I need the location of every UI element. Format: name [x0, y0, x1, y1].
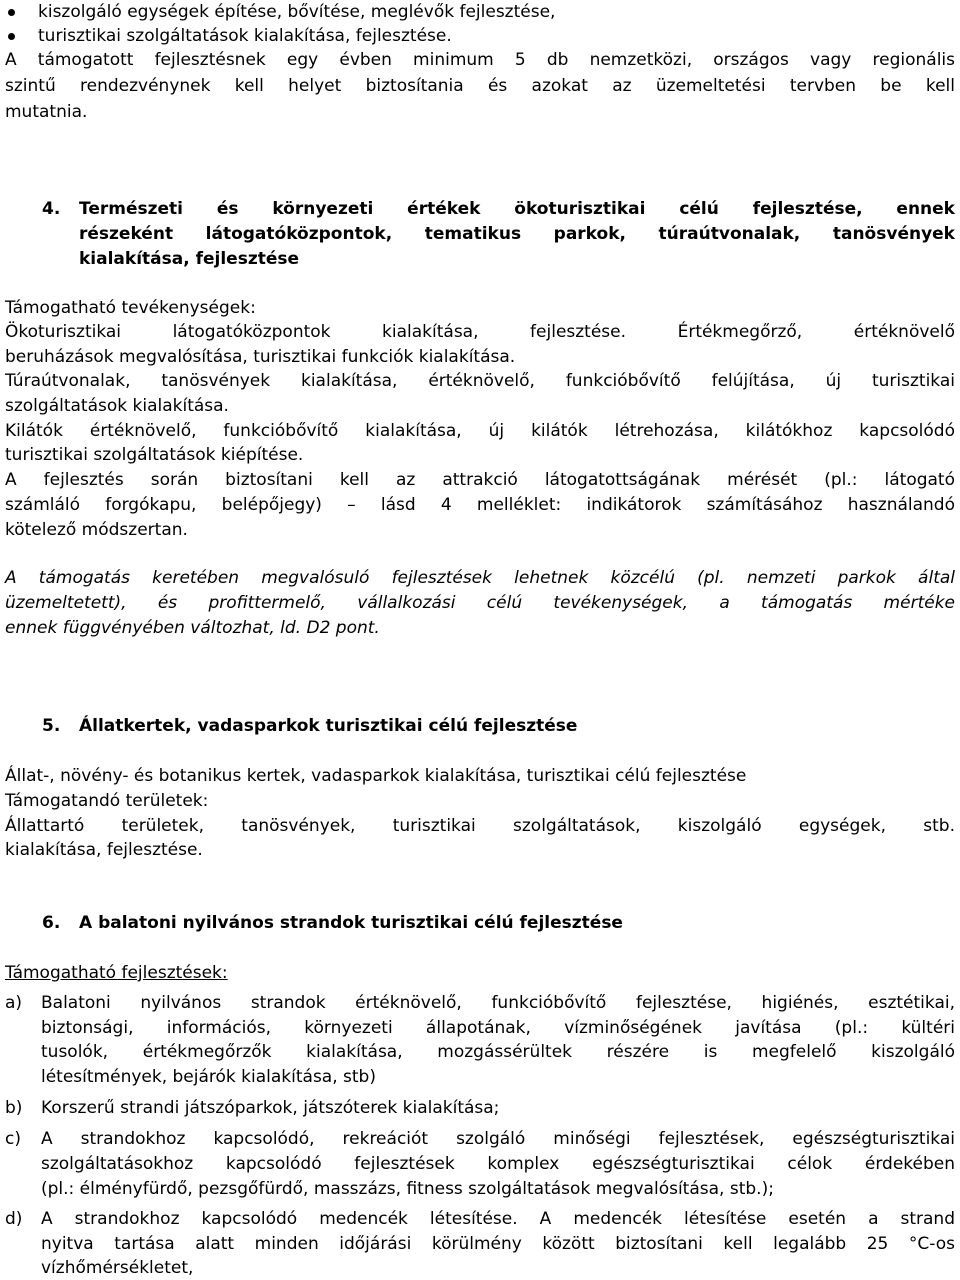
bullet-icon	[8, 9, 15, 16]
intro-line: mutatnia.	[5, 102, 88, 122]
section-title-line: kialakítása, fejlesztése	[79, 249, 300, 269]
list-item-line: biztonsági, információs, környezeti állapotának, vízminőségének javítása (pl.: kültéri	[41, 1018, 955, 1038]
body-line: Állattartó területek, tanösvények, turisztikai szolgáltatások, kiszolgáló egységek, stb.	[5, 816, 955, 836]
section-number: 5.	[42, 716, 61, 736]
body-line: Túraútvonalak, tanösvények kialakítása, értéknövelő, funkcióbővítő felújítása, új turisztikai	[5, 371, 955, 391]
note-line: A támogatás keretében megvalósuló fejlesztések lehetnek közcélú (pl. nemzeti parkok által	[5, 568, 955, 588]
subheading: Támogatható fejlesztések:	[5, 963, 228, 983]
list-item-label: d)	[5, 1209, 23, 1229]
section-6-heading	[42, 911, 955, 936]
section-number: 4.	[42, 199, 61, 219]
bullet-text: kiszolgáló egységek építése, bővítése, meglévők fejlesztése,	[38, 2, 556, 22]
list-item-label: a)	[5, 993, 23, 1013]
subheading: Támogatandó területek:	[5, 791, 209, 811]
list-item-line: nyitva tartása alatt minden időjárási körülmény között biztosítani kell legalább 25 °C-os	[41, 1234, 955, 1254]
list-item-line: Balatoni nyilvános strandok értéknövelő, funkcióbővítő fejlesztése, higiénés, esztétikai,	[41, 993, 955, 1013]
intro-line: A támogatott fejlesztésnek egy évben minimum 5 db nemzetközi, országos vagy regionális	[5, 50, 955, 70]
list-item-line: létesítmények, bejárók kialakítása, stb)	[41, 1067, 376, 1087]
intro-line: szintű rendezvénynek kell helyet biztosítania és azokat az üzemeltetési tervben be kell	[5, 76, 955, 96]
body-line: beruházások megvalósítása, turisztikai funkciók kialakítása.	[5, 347, 516, 367]
body-line: Ökoturisztikai látogatóközpontok kialakítása, fejlesztése. Értékmegőrző, értéknövelő	[5, 322, 955, 342]
body-line: szolgáltatások kialakítása.	[5, 396, 229, 416]
list-item-line: A strandokhoz kapcsolódó medencék létesítése. A medencék létesítése esetén a strand	[41, 1209, 955, 1229]
body-line: A fejlesztés során biztosítani kell az attrakció látogatottságának mérését (pl.: látogató	[5, 470, 955, 490]
body-line: turisztikai szolgáltatások kiépítése.	[5, 445, 304, 465]
section-number: 6.	[42, 913, 61, 933]
list-item-label: b)	[5, 1098, 23, 1118]
list-item-line: Korszerű strandi játszóparkok, játszóterek kialakítása;	[41, 1098, 500, 1118]
bullet-text: turisztikai szolgáltatások kialakítása, fejlesztése.	[38, 26, 452, 46]
subheading: Támogatható tevékenységek:	[5, 298, 256, 318]
section-4-heading	[42, 197, 955, 277]
body-line: Állat-, növény- és botanikus kertek, vadasparkok kialakítása, turisztikai célú fejlesztése	[5, 766, 747, 786]
list-item-line: tusolók, értékmegőrzők kialakítása, mozgássérültek részére is megfelelő kiszolgáló	[41, 1042, 955, 1062]
body-line: számláló forgókapu, belépőjegy) – lásd 4 melléklet: indikátorok számításához használandó	[5, 495, 955, 515]
body-line: kötelező módszertan.	[5, 520, 188, 540]
body-line: kialakítása, fejlesztése.	[5, 840, 203, 860]
section-title: A balatoni nyilvános strandok turisztikai célú fejlesztése	[79, 913, 623, 933]
note-line: üzemeltetett), és profittermelő, vállalkozási célú tevékenységek, a támogatás mértéke	[5, 593, 955, 613]
note-line: ennek függvényében változhat, ld. D2 pont.	[5, 618, 380, 638]
list-item-line: vízhőmérsékletet,	[41, 1258, 194, 1278]
list-item-line: (pl.: élményfürdő, pezsgőfürdő, masszázs, fitness szolgáltatások megvalósítása, stb.);	[41, 1179, 774, 1199]
bullet-icon	[8, 33, 15, 40]
list-item-line: szolgáltatásokhoz kapcsolódó fejlesztések komplex egészségturisztikai célok érdekében	[41, 1154, 955, 1174]
section-title-line: részeként látogatóközpontok, tematikus parkok, túraútvonalak, tanösvények	[79, 224, 955, 244]
section-5-heading	[42, 714, 955, 739]
section-title: Állatkertek, vadasparkok turisztikai célú fejlesztése	[79, 716, 578, 736]
body-line: Kilátók értéknövelő, funkcióbővítő kialakítása, új kilátók létrehozása, kilátókhoz kapcsolódó	[5, 421, 955, 441]
list-item-label: c)	[5, 1129, 21, 1149]
list-item-line: A strandokhoz kapcsolódó, rekreációt szolgáló minőségi fejlesztések, egészségturisztikai	[41, 1129, 955, 1149]
section-title-line: Természeti és környezeti értékek ökoturisztikai célú fejlesztése, ennek	[79, 199, 955, 219]
